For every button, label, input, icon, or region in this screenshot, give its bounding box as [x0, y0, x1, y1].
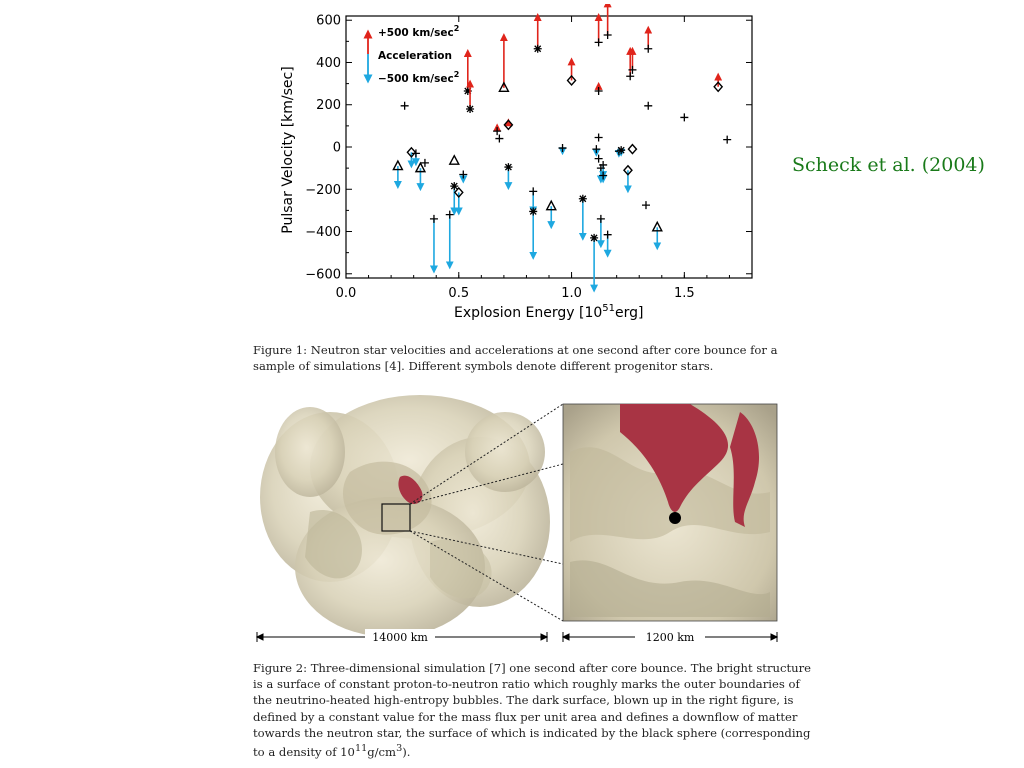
y-tick-label: 600: [316, 13, 341, 29]
plus-marker: [495, 135, 503, 143]
data-point: [504, 163, 512, 186]
plus-marker: [559, 144, 567, 152]
plus-marker: [595, 155, 603, 163]
plus-marker: [604, 231, 612, 239]
data-point: [547, 201, 556, 225]
star-marker: [504, 163, 512, 171]
x-tick-label: 1.5: [673, 286, 695, 301]
data-point: [499, 37, 508, 91]
star-marker: [466, 105, 474, 113]
y-tick-label: 0: [332, 140, 341, 156]
figure2-caption-line-last: [253, 741, 781, 760]
y-tick-label: 200: [316, 98, 341, 114]
data-point: [604, 4, 612, 39]
x-axis-title: Explosion Energy $[10^{51}erg]$: [454, 303, 644, 321]
data-point: [450, 156, 459, 165]
y-tick-label: −600: [305, 267, 341, 283]
plus-marker: [723, 136, 731, 144]
star-marker: [529, 207, 537, 215]
plus-marker: [604, 31, 612, 39]
data-point: [407, 148, 415, 165]
data-point: [455, 188, 463, 212]
simulation-figure: [250, 392, 790, 652]
plus-marker: [595, 87, 603, 95]
data-point: [568, 61, 576, 85]
star-marker: [579, 195, 587, 203]
plus-marker: [642, 201, 650, 209]
data-point: [604, 231, 612, 254]
caption-density-exp: 11: [354, 743, 368, 755]
plus-marker: [680, 113, 688, 121]
data-point: [628, 145, 636, 154]
star-marker: [590, 234, 598, 242]
caption-density-unit-exp: 3: [396, 743, 403, 755]
data-point: [579, 195, 587, 237]
figure2-caption: [253, 660, 812, 760]
y-tick-label: −400: [305, 225, 341, 241]
figure2-caption-line: defined by a constant value for the mass flux per unit area and defines a downflow of matter: [253, 709, 798, 724]
plus-marker: [597, 215, 605, 223]
neutron-star-sphere: [669, 512, 681, 524]
diamond-marker: [628, 145, 636, 154]
data-point: [534, 17, 542, 53]
figure2-caption-line: towards the neutron star, the surface of which is indicated by the black sphere (corresponding: [253, 725, 811, 740]
data-point: [416, 163, 425, 187]
data-point: [493, 127, 501, 135]
plus-marker: [595, 133, 603, 141]
data-point: [529, 207, 537, 255]
plus-marker: [529, 187, 537, 195]
figure2-caption-line: is a surface of constant proton-to-neutron ratio which roughly marks the outer boundaries of: [253, 677, 800, 692]
data-point: [617, 146, 625, 154]
scale-label-left: 14000 km: [372, 631, 428, 644]
simulation-zoom-image: [563, 404, 777, 621]
plus-marker: [430, 215, 438, 223]
figure1-caption-line: sample of simulations [4]. Different symbols denote different progenitor stars.: [253, 359, 714, 374]
data-point: [459, 170, 467, 179]
simulation-svg: [250, 392, 790, 652]
star-marker: [617, 146, 625, 154]
figure2-caption-line: Figure 2: Three-dimensional simulation [7] one second after core bounce. The bright structure: [253, 661, 812, 675]
data-point: [504, 120, 512, 129]
data-point: [642, 201, 650, 209]
data-point: [624, 166, 632, 190]
data-point: [597, 215, 605, 244]
data-point: [723, 136, 731, 144]
data-point: [595, 86, 603, 95]
chart-svg: [268, 4, 768, 334]
pulsar-velocity-chart: [268, 4, 768, 334]
data-point: [430, 215, 438, 270]
scale-label-right: 1200 km: [645, 631, 695, 644]
chart-legend: [368, 24, 459, 85]
plus-marker: [592, 145, 600, 153]
data-point: [401, 102, 409, 110]
data-point: [592, 145, 600, 153]
simulation-overview-image: [260, 395, 550, 637]
data-point: [714, 77, 722, 92]
data-point: [595, 17, 603, 46]
data-point: [446, 211, 454, 266]
legend-minus-label: −500 $km/\sec^2$: [378, 70, 460, 85]
data-point: [680, 113, 688, 121]
data-point: [644, 102, 652, 110]
caption-density-tail: ).: [402, 744, 411, 759]
data-point: [393, 161, 402, 185]
data-point: [653, 222, 662, 246]
plus-marker: [401, 102, 409, 110]
data-point: [495, 135, 503, 143]
plus-marker: [644, 45, 652, 53]
figure2-caption-line: the neutrino-heated high-entropy bubbles. The dark surface, blown up in the right figure, is: [253, 693, 794, 708]
legend-acceleration-label: Acceleration: [378, 50, 452, 62]
plus-marker: [493, 127, 501, 135]
data-point: [595, 155, 603, 163]
data-point: [595, 133, 603, 141]
data-point: [559, 144, 567, 152]
y-tick-label: 400: [316, 55, 341, 71]
axis-ticks: [305, 14, 752, 301]
caption-density-unit: g/cm: [367, 744, 397, 759]
plus-marker: [595, 38, 603, 46]
triangle-marker: [450, 156, 459, 165]
data-point: [450, 182, 458, 211]
data-point: [590, 234, 598, 289]
citation-label: Scheck et al. (2004): [792, 154, 985, 176]
star-marker: [534, 45, 542, 53]
data-points: [393, 4, 731, 289]
data-point: [529, 187, 537, 210]
x-tick-label: 0.0: [335, 286, 357, 301]
y-tick-label: −200: [305, 182, 341, 198]
figure1-caption-line: Figure 1: Neutron star velocities and accelerations at one second after core bounce for a: [253, 343, 778, 357]
data-point: [644, 30, 652, 53]
x-tick-label: 0.5: [448, 286, 470, 301]
plus-marker: [644, 102, 652, 110]
x-tick-label: 1.0: [561, 286, 582, 301]
plus-marker: [459, 170, 467, 178]
figure1-caption: [253, 342, 781, 374]
legend-plus-label: +500 $km/\sec^2$: [378, 24, 460, 39]
y-axis-title: Pulsar Velocity [km/sec]: [280, 66, 296, 234]
caption-density-text: to a density of 10: [253, 744, 355, 759]
plus-marker: [446, 211, 454, 219]
